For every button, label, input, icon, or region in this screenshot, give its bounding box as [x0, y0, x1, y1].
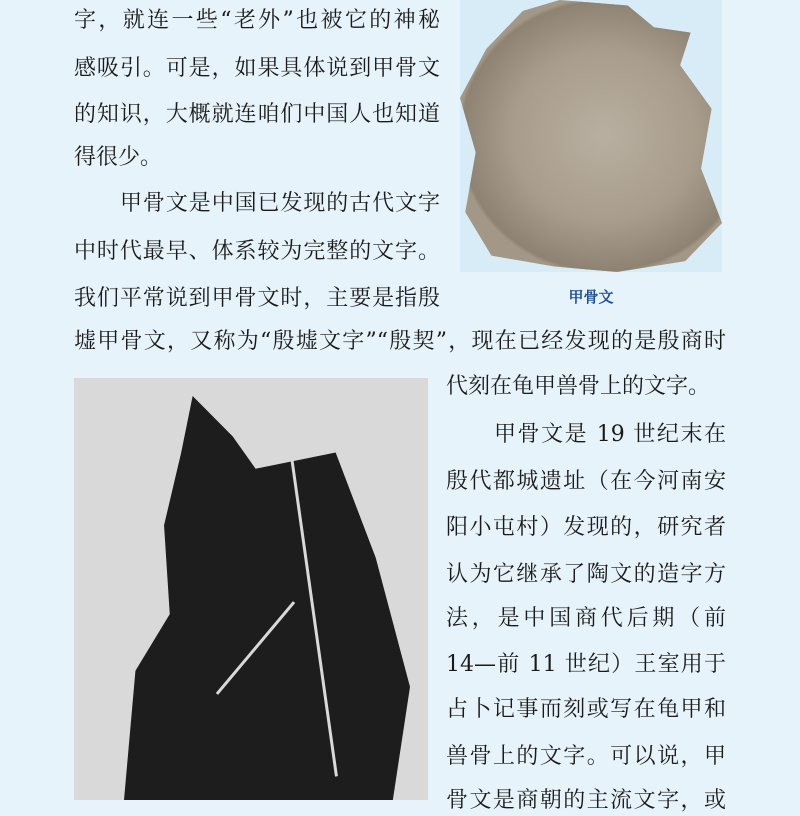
text-line: 得很少。: [74, 145, 163, 170]
text-line: 认为它继承了陶文的造字方: [446, 562, 726, 587]
oracle-bone-photo: [460, 0, 722, 272]
text-line: 感吸引。可是，如果具体说到甲骨文: [74, 56, 440, 81]
text-line: 的知识，大概就连咱们中国人也知道: [74, 102, 440, 127]
text-line: 字，就连一些“老外”也被它的神秘: [74, 8, 440, 33]
text-line: 骨文是商朝的主流文字，或: [446, 788, 726, 813]
oracle-rubbing-image: [74, 378, 428, 800]
text-line: 阳小屯村）发现的，研究者: [446, 515, 726, 540]
text-line: 殷代都城遗址（在今河南安: [446, 469, 726, 494]
text-line: 兽骨上的文字。可以说，甲: [446, 744, 726, 769]
text-line: 占卜记事而刻或写在龟甲和: [446, 697, 726, 722]
text-line: 甲骨文是 19 世纪末在: [494, 422, 726, 447]
text-line: 14—前 11 世纪）王室用于: [446, 652, 726, 677]
rubbing-ink-area: [124, 396, 410, 800]
text-line: 中时代最早、体系较为完整的文字。: [74, 239, 440, 264]
text-line: 我们平常说到甲骨文时，主要是指殷: [74, 286, 440, 311]
text-line: 墟甲骨文，又称为“殷墟文字”“殷契”，现在已经发现的是殷商时: [74, 329, 726, 354]
text-line: 甲骨文是中国已发现的古代文字: [120, 191, 440, 216]
text-line: 代刻在龟甲兽骨上的文字。: [446, 374, 711, 399]
text-line: 法，是中国商代后期（前: [446, 606, 726, 631]
oracle-bone-caption: 甲骨文: [568, 288, 614, 306]
oracle-shell-image: [460, 0, 722, 272]
